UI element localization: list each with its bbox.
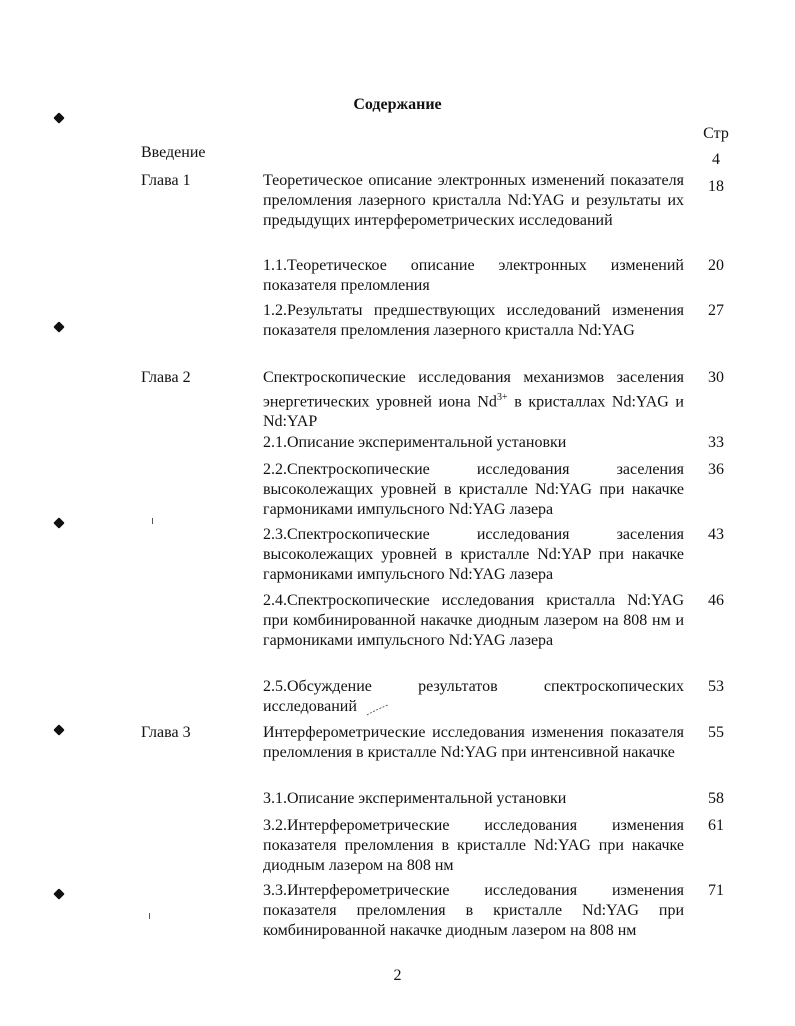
scan-speck <box>149 913 150 919</box>
toc-page-number: 18 <box>708 178 724 195</box>
toc-text: 1.1.Теоретическое описание электронных изменений показателя преломления <box>263 257 684 294</box>
toc-label: Глава 3 <box>141 724 191 741</box>
toc-page-number: 61 <box>708 817 724 834</box>
binder-mark <box>53 724 64 735</box>
toc-text: 2.2.Спектроскопические исследования заселения высоколежащих уровней в кристалле Nd:YAG при накачке гармониками импульсного Nd:YAG лазера <box>263 461 684 518</box>
toc-page-number: 46 <box>708 592 724 609</box>
toc-text-part: в кристаллах Nd:YAG и Nd:YAP <box>263 393 684 431</box>
toc-page-number: 33 <box>708 434 724 451</box>
toc-text: 1.2.Результаты предшествующих исследований изменения показателя преломления лазерного кристалла Nd:YAG <box>263 302 684 339</box>
toc-page-number: 43 <box>708 526 724 543</box>
toc-text: 2.1.Описание экспериментальной установки <box>263 434 567 451</box>
toc-page-number: 27 <box>708 302 724 319</box>
toc-text <box>263 368 684 432</box>
binder-mark <box>53 321 64 332</box>
binder-mark <box>53 517 64 528</box>
binder-mark <box>53 112 64 123</box>
toc-text: 3.3.Интерферометрические исследования изменения показателя преломления в кристалле Nd:YAG при комбинированной накачке диодным лазером на 808 нм <box>263 882 684 939</box>
binder-mark <box>53 888 64 899</box>
page-number: 2 <box>393 967 402 984</box>
toc-page-number: 58 <box>708 790 724 807</box>
ion-charge-superscript: 3+ <box>496 392 508 403</box>
toc-label: Глава 2 <box>141 369 191 386</box>
toc-text: Теоретическое описание электронных изменений показателя преломления лазерного кристалла Nd:YAG и результаты их предыдущих интерферометрических исследований <box>263 172 684 229</box>
toc-page-number: 71 <box>708 882 724 899</box>
scan-speck <box>152 518 153 524</box>
toc-page-number: 20 <box>708 257 724 274</box>
toc-page-number: 53 <box>708 678 724 695</box>
toc-text: 2.5.Обсуждение результатов спектроскопических исследований <box>263 678 684 715</box>
toc-text: 3.1.Описание экспериментальной установки <box>263 790 567 807</box>
toc-page-number: 30 <box>708 369 724 386</box>
toc-text-part: Спектроскопические исследования механизмов заселения энергетических уровней иона Nd <box>263 369 684 411</box>
page-column-header: Стр <box>703 125 729 142</box>
page-title: Содержание <box>353 96 442 113</box>
toc-text: Интерферометрические исследования изменения показателя преломления в кристалле Nd:YAG при интенсивной накачке <box>263 724 684 761</box>
toc-text: 2.3.Спектроскопические исследования заселения высоколежащих уровней в кристалле Nd:YAP при накачке гармониками импульсного Nd:YAG лазера <box>263 526 684 583</box>
toc-text: 3.2.Интерферометрические исследования изменения показателя преломления в кристалле Nd:YAG при накачке диодным лазером на 808 нм <box>263 817 684 874</box>
toc-text: 2.4.Спектроскопические исследования кристалла Nd:YAG при комбинированной накачке диодным лазером на 808 нм и гармониками импульсного Nd:YAG лазера <box>263 592 684 649</box>
toc-page-number: 36 <box>708 461 724 478</box>
toc-label: Глава 1 <box>141 172 191 189</box>
toc-label: Введение <box>141 144 206 161</box>
toc-page-number: 55 <box>708 724 724 741</box>
toc-page-number: 4 <box>712 151 720 168</box>
pen-mark <box>366 703 390 717</box>
